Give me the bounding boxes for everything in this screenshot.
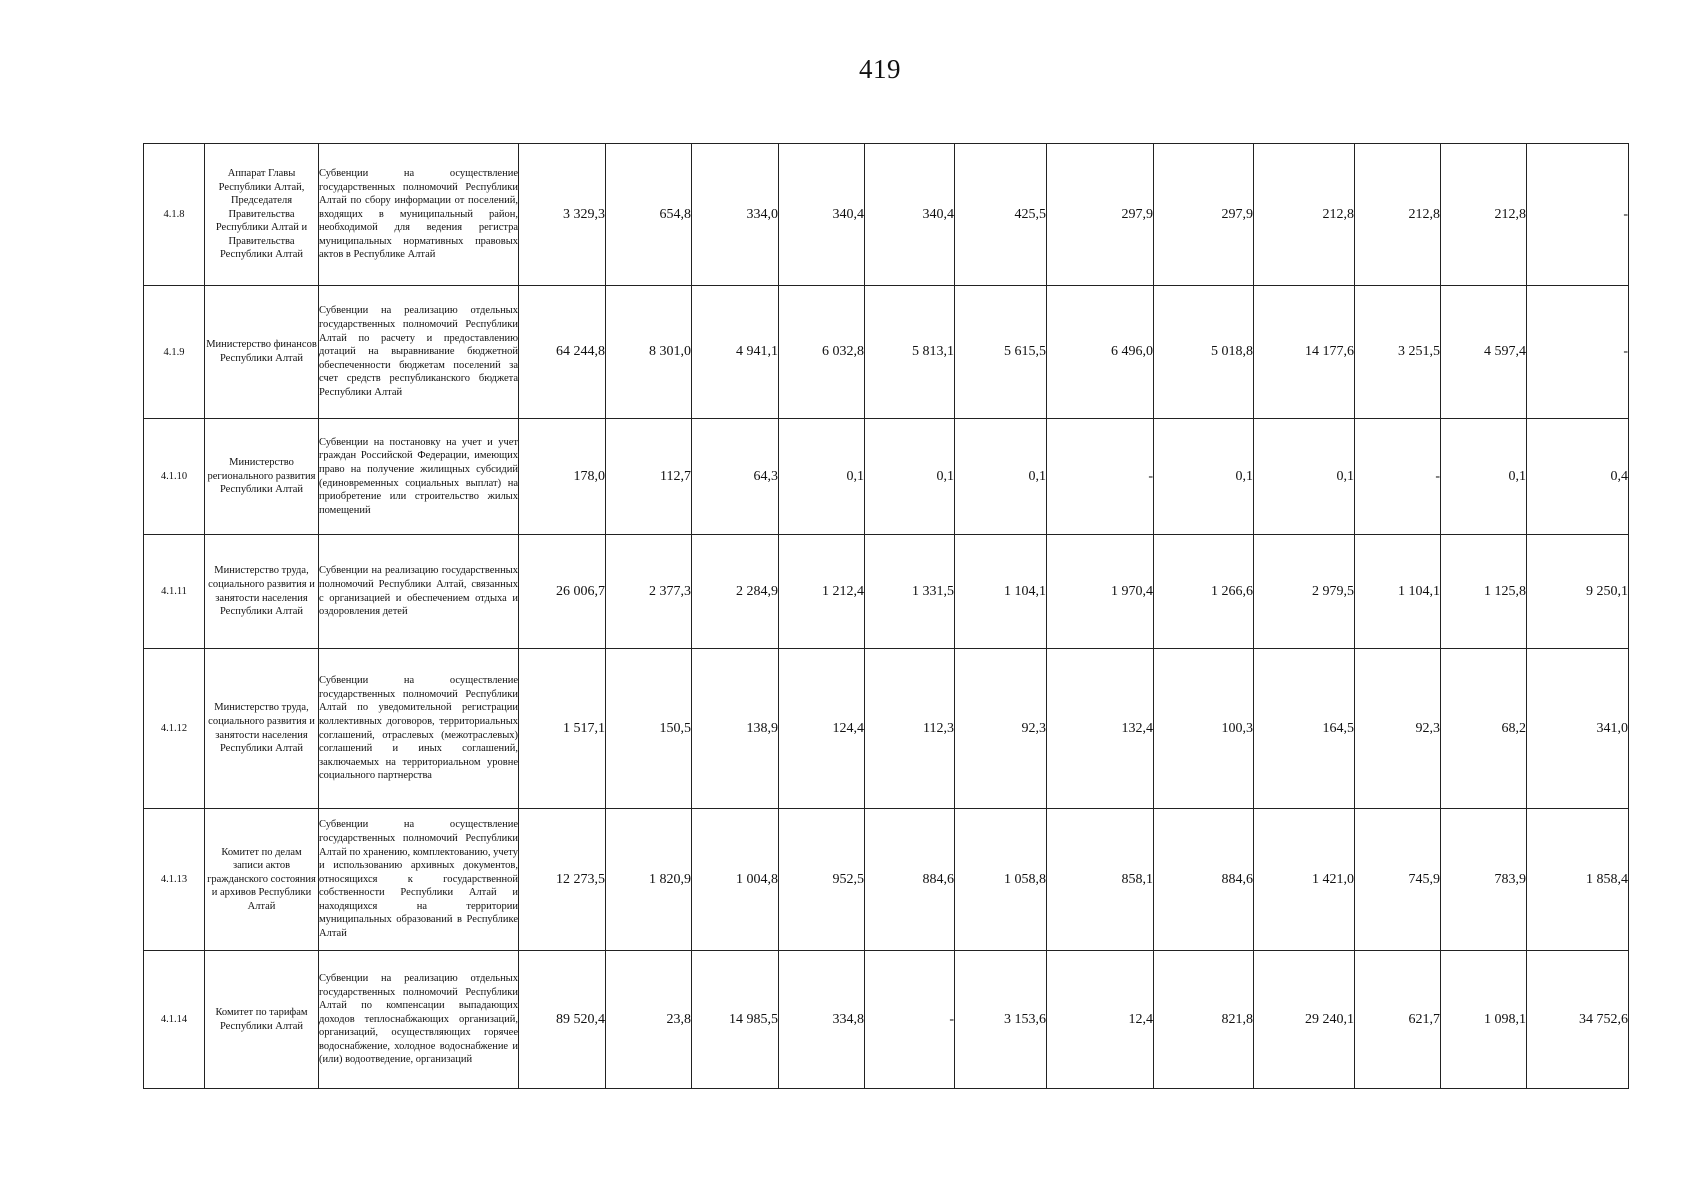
subsidy-description-text: Субвенции на реализацию государственных полномочий Республики Алтай, связанных с организацией и обеспечением отдыха и оздоровления детей bbox=[319, 565, 518, 618]
subsidy-description bbox=[319, 951, 519, 1089]
amount-cell: 124,4 bbox=[779, 649, 865, 809]
amount-cell: 884,6 bbox=[865, 809, 955, 951]
amount-cell: 1 212,4 bbox=[779, 535, 865, 649]
subsidy-description-text: Субвенции на осуществление государственных полномочий Республики Алтай по сбору информации от поселений, входящих в муниципальный район, необходимой для ведения регистра муниципальных нормативных правовых актов в Республике Алтай bbox=[319, 167, 518, 261]
amount-cell: 132,4 bbox=[1047, 649, 1154, 809]
table-row bbox=[144, 286, 1629, 419]
amount-cell: 5 018,8 bbox=[1154, 286, 1254, 419]
amount-cell: 1 058,8 bbox=[955, 809, 1047, 951]
amount-cell: 654,8 bbox=[606, 144, 692, 286]
amount-cell: 0,1 bbox=[865, 419, 955, 535]
amount-cell: 9 250,1 bbox=[1527, 535, 1629, 649]
subsidy-description bbox=[319, 419, 519, 535]
subsidy-description bbox=[319, 809, 519, 951]
amount-cell: 164,5 bbox=[1254, 649, 1355, 809]
subsidy-description-text: Субвенции на постановку на учет и учет граждан Российской Федерации, имеющих право на получение жилищных субсидий (единовременных социальных выплат) на приобретение или строительство жилых помещений bbox=[319, 436, 518, 516]
amount-cell: 621,7 bbox=[1355, 951, 1441, 1089]
amount-cell: 138,9 bbox=[692, 649, 779, 809]
amount-cell: 1 098,1 bbox=[1441, 951, 1527, 1089]
responsible-agency: Министерство финансов Республики Алтай bbox=[205, 286, 319, 419]
amount-cell: 1 125,8 bbox=[1441, 535, 1527, 649]
amount-cell: - bbox=[1355, 419, 1441, 535]
amount-cell: 64 244,8 bbox=[519, 286, 606, 419]
responsible-agency: Министерство труда, социального развития и занятости населения Республики Алтай bbox=[205, 535, 319, 649]
subsidy-description bbox=[319, 286, 519, 419]
row-code: 4.1.9 bbox=[144, 286, 205, 419]
amount-cell: 1 104,1 bbox=[955, 535, 1047, 649]
amount-cell: 68,2 bbox=[1441, 649, 1527, 809]
responsible-agency: Министерство регионального развития Республики Алтай bbox=[205, 419, 319, 535]
subsidy-description bbox=[319, 144, 519, 286]
row-code: 4.1.14 bbox=[144, 951, 205, 1089]
amount-cell: 26 006,7 bbox=[519, 535, 606, 649]
subsidy-description-text: Субвенции на реализацию отдельных государственных полномочий Республики Алтай по компенсации выпадающих доходов теплоснабжающих организаций, организаций, осуществляющих горячее водоснабжение, холодное водоснабжение и (или) водоотведение, организаций bbox=[319, 972, 518, 1066]
amount-cell: 3 153,6 bbox=[955, 951, 1047, 1089]
table-row bbox=[144, 809, 1629, 951]
amount-cell: 2 979,5 bbox=[1254, 535, 1355, 649]
amount-cell: 2 377,3 bbox=[606, 535, 692, 649]
amount-cell: 1 331,5 bbox=[865, 535, 955, 649]
amount-cell: 1 517,1 bbox=[519, 649, 606, 809]
amount-cell: 341,0 bbox=[1527, 649, 1629, 809]
amount-cell: 2 284,9 bbox=[692, 535, 779, 649]
amount-cell: 29 240,1 bbox=[1254, 951, 1355, 1089]
amount-cell: 0,1 bbox=[779, 419, 865, 535]
table-row bbox=[144, 535, 1629, 649]
amount-cell: 6 496,0 bbox=[1047, 286, 1154, 419]
amount-cell: 34 752,6 bbox=[1527, 951, 1629, 1089]
table-row bbox=[144, 649, 1629, 809]
amount-cell: 0,4 bbox=[1527, 419, 1629, 535]
responsible-agency: Министерство труда, социального развития и занятости населения Республики Алтай bbox=[205, 649, 319, 809]
amount-cell: 212,8 bbox=[1254, 144, 1355, 286]
amount-cell: 12 273,5 bbox=[519, 809, 606, 951]
amount-cell: 884,6 bbox=[1154, 809, 1254, 951]
amount-cell: 1 970,4 bbox=[1047, 535, 1154, 649]
amount-cell: - bbox=[1047, 419, 1154, 535]
amount-cell: 0,1 bbox=[1254, 419, 1355, 535]
amount-cell: 4 941,1 bbox=[692, 286, 779, 419]
amount-cell: 178,0 bbox=[519, 419, 606, 535]
row-code: 4.1.8 bbox=[144, 144, 205, 286]
amount-cell: 150,5 bbox=[606, 649, 692, 809]
amount-cell: 952,5 bbox=[779, 809, 865, 951]
responsible-agency: Аппарат Главы Республики Алтай, Председателя Правительства Республики Алтай и Правительства Республики Алтай bbox=[205, 144, 319, 286]
row-code: 4.1.12 bbox=[144, 649, 205, 809]
amount-cell: 297,9 bbox=[1154, 144, 1254, 286]
amount-cell: 1 421,0 bbox=[1254, 809, 1355, 951]
amount-cell: 92,3 bbox=[955, 649, 1047, 809]
amount-cell: 5 813,1 bbox=[865, 286, 955, 419]
amount-cell: 1 266,6 bbox=[1154, 535, 1254, 649]
amount-cell: 64,3 bbox=[692, 419, 779, 535]
amount-cell: 100,3 bbox=[1154, 649, 1254, 809]
amount-cell: 8 301,0 bbox=[606, 286, 692, 419]
subsidy-description-text: Субвенции на реализацию отдельных государственных полномочий Республики Алтай по расчету и предоставлению дотаций на выравнивание бюджетной обеспеченности бюджетам поселений за счет средств республиканского бюджета Республики Алтай bbox=[319, 305, 518, 398]
amount-cell: 1 858,4 bbox=[1527, 809, 1629, 951]
row-code: 4.1.13 bbox=[144, 809, 205, 951]
row-code: 4.1.10 bbox=[144, 419, 205, 535]
amount-cell: 23,8 bbox=[606, 951, 692, 1089]
amount-cell: 340,4 bbox=[779, 144, 865, 286]
amount-cell: 334,0 bbox=[692, 144, 779, 286]
amount-cell: 858,1 bbox=[1047, 809, 1154, 951]
table-row bbox=[144, 144, 1629, 286]
budget-table bbox=[143, 143, 1629, 1089]
amount-cell: 4 597,4 bbox=[1441, 286, 1527, 419]
amount-cell: 1 104,1 bbox=[1355, 535, 1441, 649]
amount-cell: 3 329,3 bbox=[519, 144, 606, 286]
amount-cell: - bbox=[865, 951, 955, 1089]
amount-cell: 112,7 bbox=[606, 419, 692, 535]
amount-cell: 3 251,5 bbox=[1355, 286, 1441, 419]
subsidy-description bbox=[319, 649, 519, 809]
amount-cell: 14 177,6 bbox=[1254, 286, 1355, 419]
amount-cell: 12,4 bbox=[1047, 951, 1154, 1089]
amount-cell: 0,1 bbox=[1154, 419, 1254, 535]
amount-cell: 14 985,5 bbox=[692, 951, 779, 1089]
amount-cell: 297,9 bbox=[1047, 144, 1154, 286]
amount-cell: 334,8 bbox=[779, 951, 865, 1089]
amount-cell: 112,3 bbox=[865, 649, 955, 809]
amount-cell: 89 520,4 bbox=[519, 951, 606, 1089]
amount-cell: 1 820,9 bbox=[606, 809, 692, 951]
subsidy-description bbox=[319, 535, 519, 649]
responsible-agency: Комитет по тарифам Республики Алтай bbox=[205, 951, 319, 1089]
subsidy-description-text: Субвенции на осуществление государственных полномочий Республики Алтай по уведомительной регистрации коллективных договоров, территориальных соглашений, отраслевых (межотраслевых) соглашений и иных соглашений, заключаемых на территориальном уровне социального партнерства bbox=[319, 675, 518, 782]
subsidy-description-text: Субвенции на осуществление государственных полномочий Республики Алтай по хранению, комплектованию, учету и использованию архивных документов, относящихся к государственной собственности Республики Алтай и находящихся на территории муниципальных образований в Республике Алтай bbox=[319, 819, 518, 940]
table-row bbox=[144, 951, 1629, 1089]
amount-cell: 5 615,5 bbox=[955, 286, 1047, 419]
amount-cell: 340,4 bbox=[865, 144, 955, 286]
amount-cell: 1 004,8 bbox=[692, 809, 779, 951]
amount-cell: 212,8 bbox=[1441, 144, 1527, 286]
responsible-agency: Комитет по делам записи актов гражданского состояния и архивов Республики Алтай bbox=[205, 809, 319, 951]
page-number: 419 bbox=[859, 54, 901, 84]
amount-cell: 0,1 bbox=[955, 419, 1047, 535]
amount-cell: - bbox=[1527, 144, 1629, 286]
amount-cell: 0,1 bbox=[1441, 419, 1527, 535]
amount-cell: 783,9 bbox=[1441, 809, 1527, 951]
amount-cell: 821,8 bbox=[1154, 951, 1254, 1089]
table-row bbox=[144, 419, 1629, 535]
amount-cell: - bbox=[1527, 286, 1629, 419]
amount-cell: 745,9 bbox=[1355, 809, 1441, 951]
amount-cell: 212,8 bbox=[1355, 144, 1441, 286]
row-code: 4.1.11 bbox=[144, 535, 205, 649]
amount-cell: 6 032,8 bbox=[779, 286, 865, 419]
amount-cell: 425,5 bbox=[955, 144, 1047, 286]
amount-cell: 92,3 bbox=[1355, 649, 1441, 809]
